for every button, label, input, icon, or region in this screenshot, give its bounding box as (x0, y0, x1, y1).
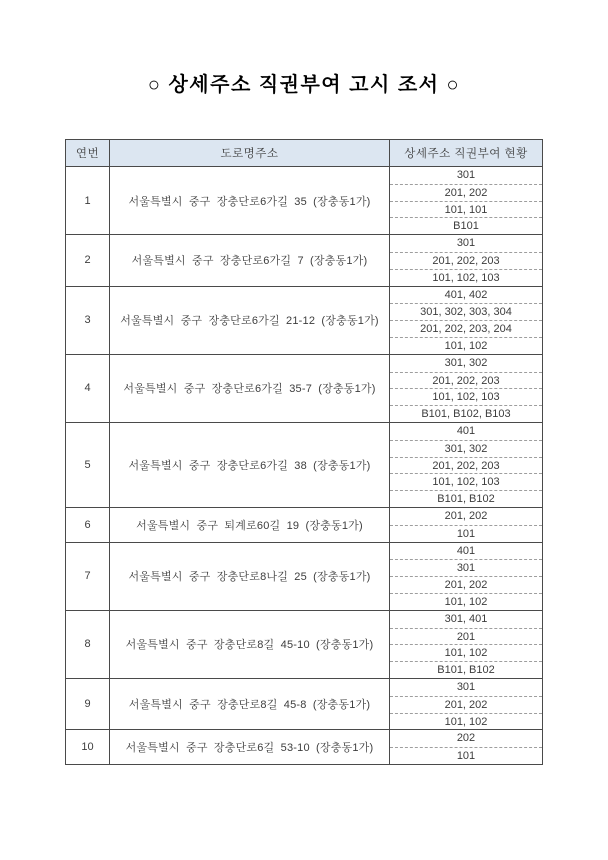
row-road-address: 서울특별시 중구 장충단로6가길 7 (장충동1가) (110, 235, 390, 285)
status-line: 401 (456, 544, 476, 557)
row-serial-number: 7 (66, 543, 110, 610)
status-line: 101, 102, 103 (390, 269, 542, 286)
status-line: 301, 302, 303, 304 (390, 303, 542, 320)
row-status-cell (390, 235, 542, 285)
row-road-address: 서울특별시 중구 장충단로8나길 25 (장충동1가) (110, 543, 390, 610)
table-row (66, 422, 542, 507)
row-serial-number: 6 (66, 508, 110, 542)
table-row (66, 167, 542, 234)
status-line: B101 (390, 217, 542, 234)
row-status-cell (390, 543, 542, 610)
status-line: 401, 402 (444, 288, 488, 301)
status-line: 101, 102 (390, 713, 542, 730)
status-line: 301, 302 (444, 356, 488, 369)
status-line: B101, B102 (390, 661, 542, 678)
status-line: 101, 102 (390, 644, 542, 661)
table-row (66, 507, 542, 542)
status-line: 201 (390, 628, 542, 645)
status-line: 101, 102 (390, 593, 542, 610)
row-serial-number: 5 (66, 423, 110, 507)
header-detail-address-status: 상세주소 직권부여 현황 (404, 148, 528, 160)
row-serial-number: 3 (66, 287, 110, 354)
status-line: 301 (456, 680, 476, 693)
row-status-cell (390, 355, 542, 422)
status-line: 101, 102, 103 (390, 473, 542, 490)
status-line: 301 (456, 237, 476, 250)
status-line: 301 (456, 169, 476, 181)
table-header-row (66, 140, 542, 167)
table-row (66, 729, 542, 764)
row-status-cell (390, 508, 542, 542)
status-line: 201, 202, 203 (390, 372, 542, 389)
status-line: 101, 102, 103 (390, 388, 542, 405)
document-title: ○ 상세주소 직권부여 고시 조서 ○ (147, 74, 461, 96)
row-serial-number: 8 (66, 611, 110, 678)
status-line: 201, 202 (390, 576, 542, 593)
table-row (66, 286, 542, 354)
row-serial-number: 9 (66, 679, 110, 729)
header-road-address: 도로명주소 (110, 140, 390, 166)
row-road-address: 서울특별시 중구 장충단로6가길 38 (장충동1가) (110, 423, 390, 507)
row-serial-number: 2 (66, 235, 110, 285)
status-line: 101 (390, 747, 542, 764)
status-line: 201, 202, 203 (390, 457, 542, 474)
row-serial-number: 10 (66, 730, 110, 764)
status-line: 401 (456, 424, 476, 437)
status-line: 202 (456, 732, 476, 745)
row-road-address: 서울특별시 중구 장충단로8길 45-10 (장충동1가) (110, 611, 390, 678)
row-status-cell (390, 730, 542, 764)
status-line: 201, 202 (444, 509, 488, 522)
row-serial-number: 4 (66, 355, 110, 422)
table-row (66, 354, 542, 422)
row-status-cell (390, 679, 542, 729)
status-line: 101 (390, 525, 542, 542)
row-status-cell (390, 423, 542, 507)
row-road-address: 서울특별시 중구 장충단로6가길 21-12 (장충동1가) (110, 287, 390, 354)
status-line: B101, B102 (390, 490, 542, 507)
row-road-address: 서울특별시 중구 장충단로6가길 35 (장충동1가) (110, 167, 390, 234)
status-line: 201, 202, 203 (390, 252, 542, 269)
table-row (66, 610, 542, 678)
table-row (66, 678, 542, 729)
status-line: 301, 302 (390, 440, 542, 457)
status-line: 201, 202 (390, 184, 542, 201)
address-table (65, 139, 543, 765)
table-row (66, 542, 542, 610)
status-line: 201, 202, 203, 204 (390, 320, 542, 337)
row-road-address: 서울특별시 중구 장충단로8길 45-8 (장충동1가) (110, 679, 390, 729)
row-road-address: 서울특별시 중구 장충단로6가길 35-7 (장충동1가) (110, 355, 390, 422)
row-status-cell (390, 611, 542, 678)
status-line: 101, 101 (390, 201, 542, 218)
status-line: 101, 102 (390, 337, 542, 354)
status-line: 301 (390, 559, 542, 576)
row-road-address: 서울특별시 중구 퇴계로60길 19 (장충동1가) (110, 508, 390, 542)
row-status-cell (390, 167, 542, 234)
row-serial-number: 1 (66, 167, 110, 234)
table-body (66, 167, 542, 764)
header-serial-number: 연번 (66, 140, 110, 166)
status-line: B101, B102, B103 (390, 405, 542, 422)
status-line: 301, 401 (444, 612, 488, 625)
row-road-address: 서울특별시 중구 장충단로6길 53-10 (장충동1가) (110, 730, 390, 764)
table-row (66, 234, 542, 285)
status-line: 201, 202 (390, 696, 542, 713)
row-status-cell (390, 287, 542, 354)
